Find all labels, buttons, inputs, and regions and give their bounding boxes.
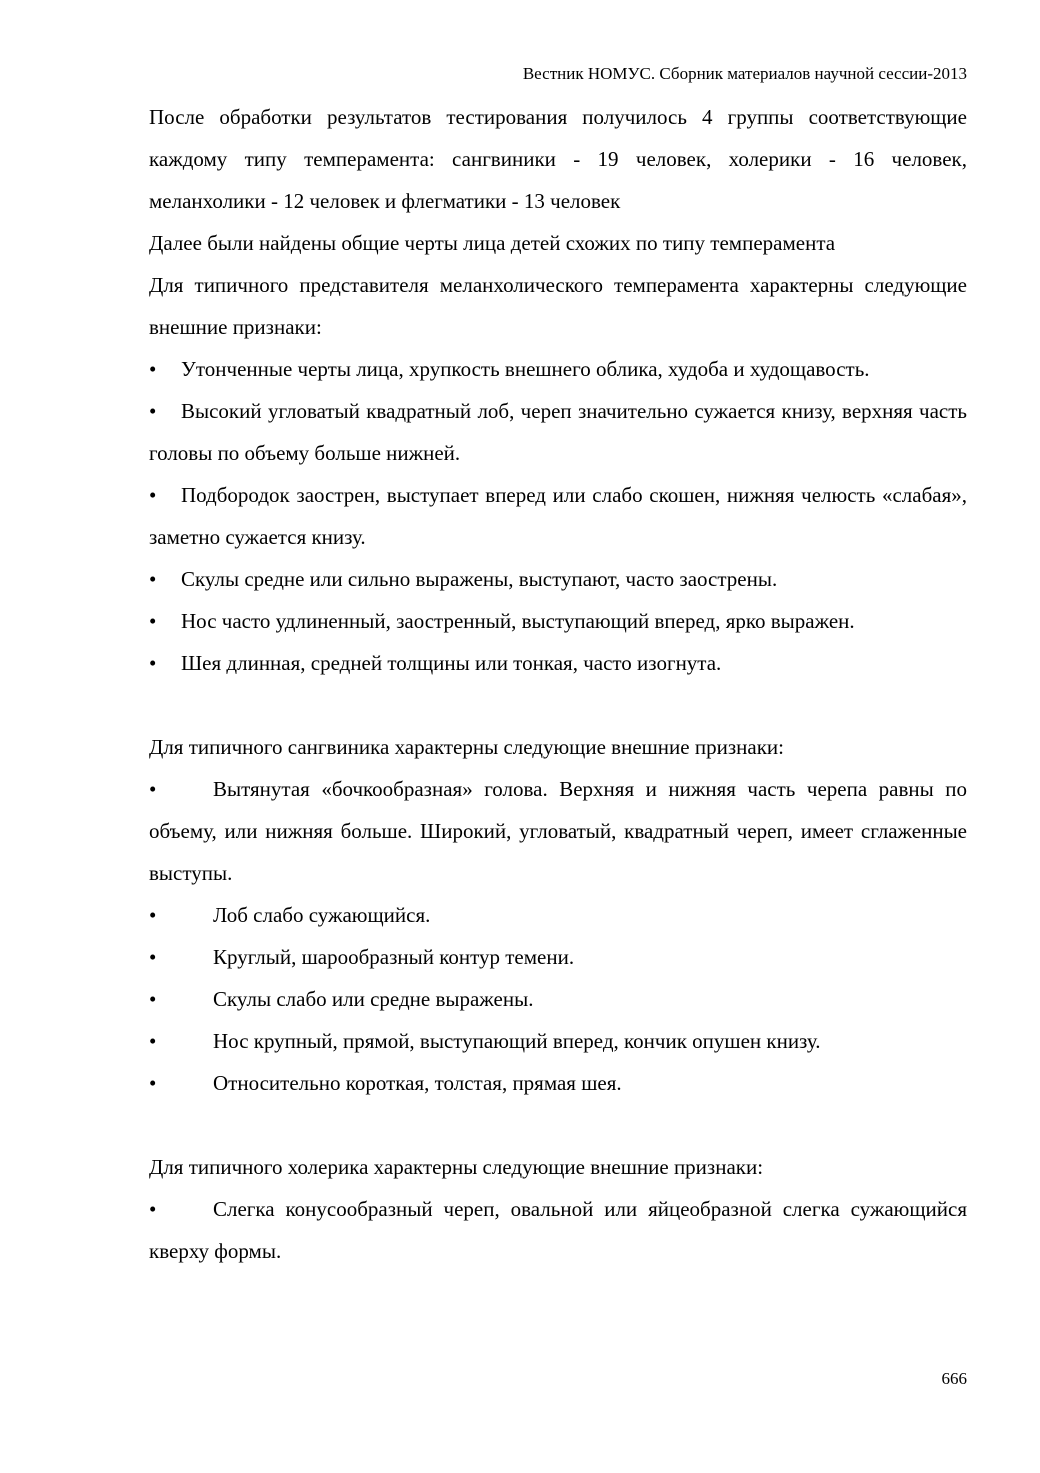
list-item: • Утонченные черты лица, хрупкость внешнего облика, худоба и худощавость. [149,348,967,390]
melancholic-intro-paragraph: Для типичного представителя меланхолического темперамента характерны следующие внешние признаки: [149,273,967,339]
running-header: Вестник НОМУС. Сборник материалов научной сессии-2013 [522,64,967,83]
blank-line [149,684,967,726]
sanguine-list [149,768,967,1104]
list-item: • Подбородок заострен, выступает вперед или слабо скошен, нижняя челюсть «слабая», заметно сужается книзу. [149,474,967,558]
bullet-icon: • [149,483,157,507]
list-item: • Лоб слабо сужающийся. [149,894,967,936]
page-body [149,96,967,1272]
blank-line [149,1104,967,1146]
list-item: • Скулы средне или сильно выражены, выступают, часто заострены. [149,558,967,600]
sanguine-heading: Для типичного сангвиника характерны следующие внешние признаки: [149,735,784,759]
bullet-icon: • [149,609,157,633]
list-item: • Высокий угловатый квадратный лоб, череп значительно сужается книзу, верхняя часть головы по объему больше нижней. [149,390,967,474]
bullet-icon: • [149,1197,157,1221]
choleric-heading: Для типичного холерика характерны следующие внешние признаки: [149,1155,764,1179]
list-item: • Круглый, шарообразный контур темени. [149,936,967,978]
bullet-icon: • [149,651,157,675]
bullet-icon: • [149,903,157,927]
melancholic-list [149,348,967,684]
common-features-paragraph: Далее были найдены общие черты лица детей схожих по типу темперамента [149,231,836,255]
bullet-icon: • [149,399,157,423]
bullet-icon: • [149,777,157,801]
bullet-icon: • [149,357,157,381]
list-item: • Слегка конусообразный череп, овальной или яйцеобразной слегка сужающийся кверху формы. [149,1188,967,1272]
list-item: • Нос часто удлиненный, заостренный, выступающий вперед, ярко выражен. [149,600,967,642]
results-paragraph: После обработки результатов тестирования получилось 4 группы соответствующие каждому типу темперамента: сангвиники - 19 человек, холерики - 16 человек, меланхолики - 12 человек и флегматики - 13 человек [149,105,967,213]
page-number: 666 [941,1369,967,1388]
choleric-list [149,1188,967,1272]
bullet-icon: • [149,987,157,1011]
list-item: • Шея длинная, средней толщины или тонкая, часто изогнута. [149,642,967,684]
list-item: • Вытянутая «бочкообразная» голова. Верхняя и нижняя часть черепа равны по объему, или нижняя больше. Широкий, угловатый, квадратный череп, имеет сглаженные выступы. [149,768,967,894]
bullet-icon: • [149,1071,157,1095]
bullet-icon: • [149,567,157,591]
list-item: • Относительно короткая, толстая, прямая шея. [149,1062,967,1104]
list-item: • Скулы слабо или средне выражены. [149,978,967,1020]
bullet-icon: • [149,945,157,969]
list-item: • Нос крупный, прямой, выступающий вперед, кончик опушен книзу. [149,1020,967,1062]
bullet-icon: • [149,1029,157,1053]
